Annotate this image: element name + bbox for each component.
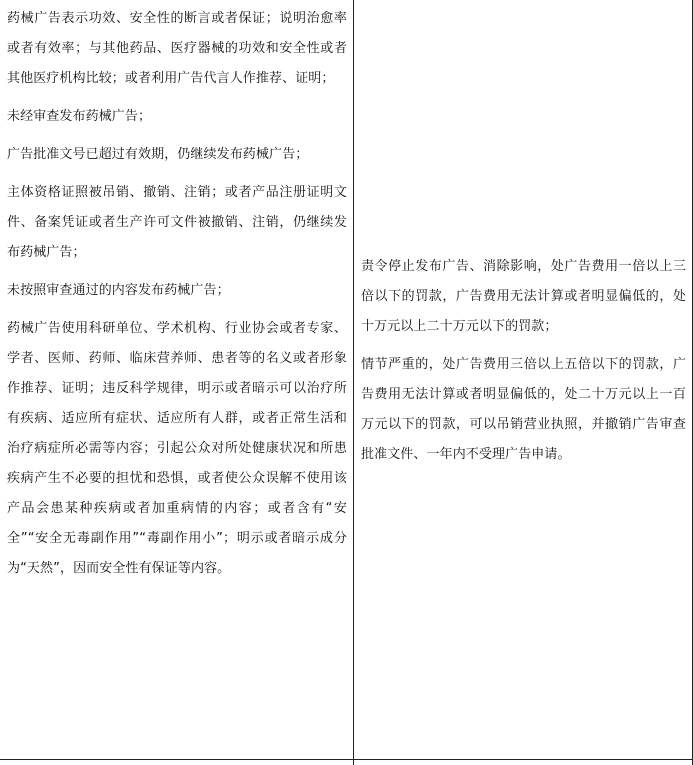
violation-paragraph: 未按照审查通过的内容发布药械广告； <box>7 283 230 298</box>
penalties-content <box>361 252 686 470</box>
penalty-paragraph: 责令停止发布广告、消除影响，处广告费用一倍以上三倍以下的罚款，广告费用无法计算或者明显偏低的，处十万元以上二十万元以下的罚款； <box>361 259 686 334</box>
penalty-paragraph: 情节严重的，处广告费用三倍以上五倍以下的罚款，广告费用无法计算或者明显偏低的，处二十万元以上一百万元以下的罚款，可以吊销营业执照，并撤销广告审查批准文件、一年内不受理广告申请。 <box>361 357 686 462</box>
violation-paragraph: 药械广告表示功效、安全性的断言或者保证；说明治愈率或者有效率；与其他药品、医疗器械的功效和安全性或者其他医疗机构比较；或者利用广告代言人作推荐、证明； <box>7 11 347 86</box>
violation-paragraph: 广告批准文号已超过有效期，仍继续发布药械广告； <box>7 147 309 162</box>
penalties-cell <box>354 0 693 765</box>
table-bottom-border <box>0 759 693 760</box>
violation-paragraph: 未经审查发布药械广告； <box>7 109 152 124</box>
violation-paragraph: 药械广告使用科研单位、学术机构、行业协会或者专家、学者、医师、药师、临床营养师、患者等的名义或者形象作推荐、证明；违反科学规律，明示或者暗示可以治疗所有疾病、适应所有症状、适应所有人群，或者正常生活和治疗病症所必需等内容；引起公众对所处健康状况和所患疾病产生不必要的担忧和恐惧，或者使公众误解不使用该产品会患某种疾病或者加重病情的内容；或者含有“安全”“安全无毒副作用”“毒副作用小”；明示或者暗示成分为“天然”，因而安全性有保证等内容。 <box>7 321 347 576</box>
violation-paragraph: 主体资格证照被吊销、撤销、注销；或者产品注册证明文件、备案凭证或者生产许可文件被撤销、注销，仍继续发布药械广告； <box>7 185 347 260</box>
